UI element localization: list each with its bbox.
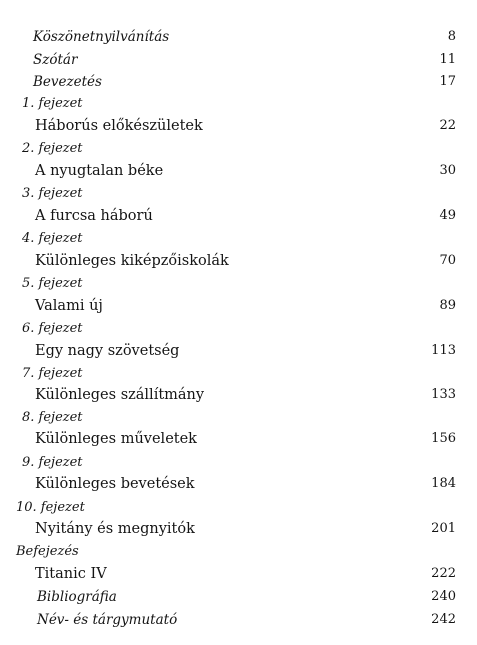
toc-entry-chapter-3 xyxy=(0,206,477,226)
toc-entry-title: Név- és tárgymutató xyxy=(37,612,178,628)
toc-page-number: 8 xyxy=(447,29,456,44)
chapter-label-row xyxy=(0,364,477,384)
toc-entry-title: Bevezetés xyxy=(33,74,102,90)
chapter-label: 10. fejezet xyxy=(16,500,85,515)
chapter-label-row xyxy=(0,229,477,249)
toc-entry-chapter-2 xyxy=(0,161,477,181)
chapter-label-row xyxy=(0,498,477,518)
toc-entry-title: Titanic IV xyxy=(35,566,107,582)
toc-entry-title: Bibliográfia xyxy=(37,589,117,605)
chapter-label: 9. fejezet xyxy=(22,455,83,470)
chapter-label-row xyxy=(0,139,477,159)
toc-entry-title: Különleges kiképzőiskolák xyxy=(35,253,229,269)
toc-entry-index xyxy=(0,610,477,630)
chapter-label-row xyxy=(0,319,477,339)
closing-label: Befejezés xyxy=(16,544,79,559)
toc-page-number: 30 xyxy=(439,163,456,178)
chapter-label-row xyxy=(0,184,477,204)
toc-page-number: 242 xyxy=(431,612,456,627)
toc-entry-title: Különleges szállítmány xyxy=(35,387,205,403)
toc-page-number: 17 xyxy=(439,74,456,89)
toc-page-number: 70 xyxy=(439,253,456,268)
closing-label-row xyxy=(0,542,477,562)
chapter-label: 7. fejezet xyxy=(22,366,83,381)
chapter-label-row xyxy=(0,453,477,473)
toc-entry-closing xyxy=(0,564,477,584)
toc-page-number: 201 xyxy=(431,521,456,536)
toc-page-number: 133 xyxy=(431,387,456,402)
toc-page-number: 222 xyxy=(431,566,456,581)
toc-page-number: 49 xyxy=(439,208,456,223)
toc-entry-chapter-10 xyxy=(0,519,477,539)
toc-entry-glossary xyxy=(0,50,477,70)
toc-entry-title: Köszönetnyilvánítás xyxy=(33,29,170,45)
toc-page-number: 22 xyxy=(439,118,456,133)
toc-entry-acknowledgements xyxy=(0,27,477,47)
toc-entry-chapter-7 xyxy=(0,385,477,405)
toc-entry-title: Valami új xyxy=(35,298,103,314)
toc-entry-bibliography xyxy=(0,587,477,607)
toc-entry-chapter-9 xyxy=(0,474,477,494)
chapter-label: 1. fejezet xyxy=(22,96,83,111)
toc-entry-chapter-6 xyxy=(0,341,477,361)
chapter-label: 3. fejezet xyxy=(22,186,83,201)
toc-entry-title: Különleges bevetések xyxy=(35,476,195,492)
chapter-label: 6. fejezet xyxy=(22,321,83,336)
toc-page-number: 156 xyxy=(431,431,456,446)
toc-entry-title: Különleges műveletek xyxy=(35,431,197,447)
toc-entry-introduction xyxy=(0,72,477,92)
toc-page-number: 89 xyxy=(439,298,456,313)
toc-entry-chapter-8 xyxy=(0,429,477,449)
toc-entry-title: Szótár xyxy=(33,52,78,68)
toc-entry-title: A furcsa háború xyxy=(35,208,153,224)
toc-entry-title: Háborús előkészületek xyxy=(35,118,203,134)
chapter-label-row xyxy=(0,94,477,114)
chapter-label: 4. fejezet xyxy=(22,231,83,246)
toc-entry-title: Egy nagy szövetség xyxy=(35,343,180,359)
toc-entry-chapter-4 xyxy=(0,251,477,271)
chapter-label: 5. fejezet xyxy=(22,276,83,291)
toc-entry-chapter-1 xyxy=(0,116,477,136)
toc-entry-title: A nyugtalan béke xyxy=(35,163,164,179)
chapter-label-row xyxy=(0,274,477,294)
toc-entry-chapter-5 xyxy=(0,296,477,316)
toc-page-number: 11 xyxy=(439,52,456,67)
chapter-label-row xyxy=(0,408,477,428)
toc-page-number: 184 xyxy=(431,476,456,491)
toc-entry-title: Nyitány és megnyitók xyxy=(35,521,195,537)
chapter-label: 2. fejezet xyxy=(22,141,83,156)
toc-page-number: 240 xyxy=(431,589,456,604)
chapter-label: 8. fejezet xyxy=(22,410,83,425)
toc-page-number: 113 xyxy=(431,343,456,358)
